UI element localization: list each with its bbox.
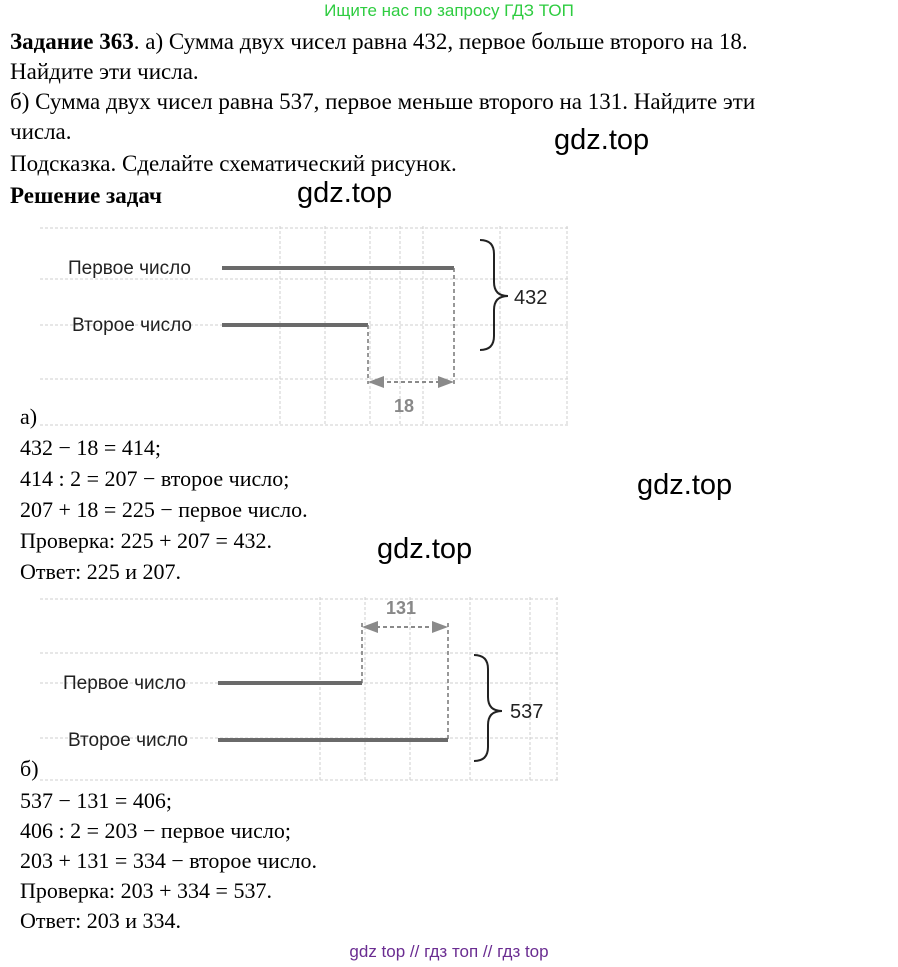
sum-label: 537	[510, 701, 544, 723]
difference-label: 18	[394, 396, 415, 416]
part-b-answer: Ответ: 203 и 334.	[20, 908, 182, 933]
first-number-label: Первое число	[68, 258, 191, 279]
footer-links[interactable]: gdz top // гдз топ // гдз top	[349, 942, 549, 961]
first-number-label: Первое число	[63, 673, 186, 694]
arrow-head-left	[362, 621, 378, 633]
arrow-head-right	[432, 621, 448, 633]
task-line-2: Найдите эти числа.	[10, 59, 199, 84]
watermark: gdz.top	[297, 177, 393, 209]
part-b-label: б)	[20, 756, 39, 781]
arrow-head-right	[438, 376, 454, 388]
task-number: Задание 363	[10, 29, 134, 54]
hint-line: Подсказка. Сделайте схематический рисунок.	[10, 151, 457, 176]
task-line-4: числа.	[10, 119, 72, 144]
part-b-step-1: 537 − 131 = 406;	[20, 788, 172, 813]
part-b-step-3: 203 + 131 = 334 − второе число.	[20, 848, 317, 873]
part-a-step-1: 432 − 18 = 414;	[20, 435, 161, 460]
diagram-part-a	[40, 226, 570, 426]
sum-brace	[474, 655, 502, 761]
part-b-check: Проверка: 203 + 334 = 537.	[20, 878, 272, 903]
task-part-a-text: . а) Сумма двух чисел равна 432, первое больше второго на 18.	[133, 29, 748, 54]
watermark: gdz.top	[377, 533, 473, 565]
second-number-label: Второе число	[72, 315, 192, 336]
top-search-link[interactable]: Ищите нас по запросу ГДЗ ТОП	[324, 1, 574, 20]
part-a-label: а)	[20, 404, 38, 429]
part-b-step-2: 406 : 2 = 203 − первое число;	[20, 818, 291, 843]
sum-brace	[480, 240, 508, 350]
part-a-answer: Ответ: 225 и 207.	[20, 559, 182, 584]
solution-heading: Решение задач	[10, 183, 162, 208]
difference-label: 131	[386, 598, 417, 618]
part-a-step-3: 207 + 18 = 225 − первое число.	[20, 497, 308, 522]
second-number-label: Вторoе число	[68, 730, 188, 751]
task-line-1	[10, 27, 748, 57]
watermark: gdz.top	[554, 124, 650, 156]
watermark: gdz.top	[637, 469, 733, 501]
diagram-part-b	[40, 597, 560, 782]
sum-label: 432	[514, 287, 548, 309]
task-line-3: б) Сумма двух чисел равна 537, первое меньше второго на 131. Найдите эти	[10, 89, 756, 114]
part-a-check: Проверка: 225 + 207 = 432.	[20, 528, 272, 553]
part-a-step-2: 414 : 2 = 207 − второе число;	[20, 466, 290, 491]
